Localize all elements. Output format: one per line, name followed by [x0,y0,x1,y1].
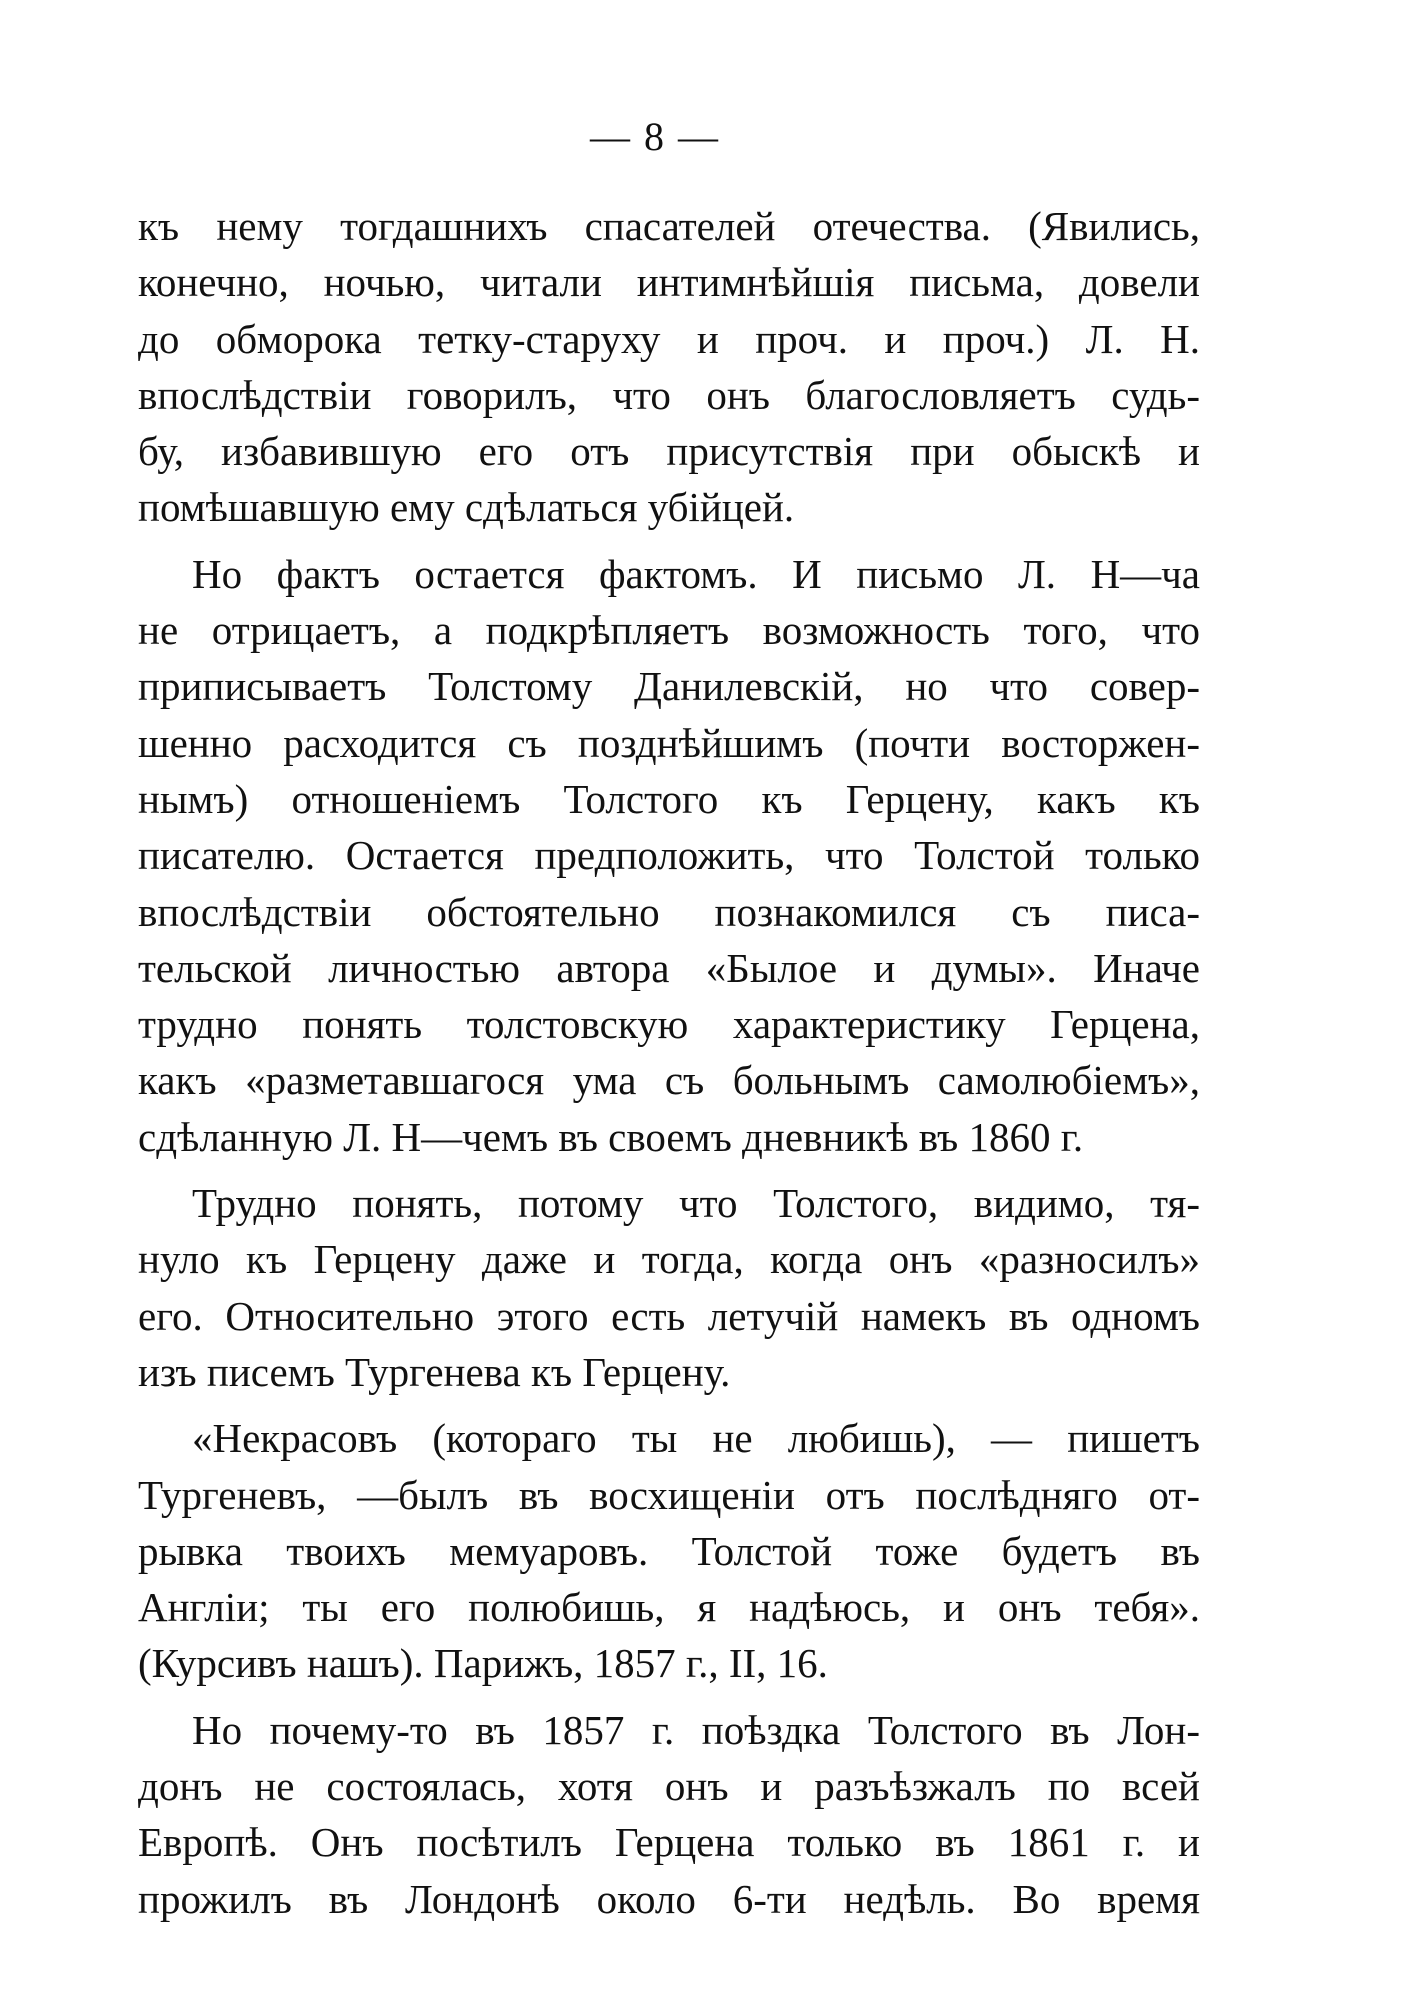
text-line: шенно расходится съ позднѣйшимъ (почти восторжен- [138,719,1200,766]
text-line: сдѣланную Л. Н—чемъ въ своемъ дневникѣ въ 1860 г. [138,1113,1084,1160]
paragraph-gap [138,1692,1200,1702]
text-line: тельской личностью автора «Былое и думы». Иначе [138,944,1200,991]
text-line: нымъ) отношеніемъ Толстого къ Герцену, какъ къ [138,775,1200,822]
text-line: писателю. Остается предположить, что Толстой только [138,832,1200,879]
text-line: не отрицаетъ, а подкрѣпляетъ возможность того, что [138,607,1200,654]
text-line: изъ писемъ Тургенева къ Герцену. [138,1348,731,1395]
paragraph [138,1175,1200,1400]
paragraph [138,1410,1200,1691]
text-line: трудно понять толстовскую характеристику Герцена, [138,1001,1200,1048]
body-text [138,198,1200,1927]
text-line: (Курсивъ нашъ). Парижъ, 1857 г., II, 16. [138,1640,828,1687]
text-line: нуло къ Герцену даже и тогда, когда онъ «разносилъ» [138,1236,1200,1283]
text-line: донъ не состоялась, хотя онъ и разъѣзжалъ по всей [138,1763,1200,1810]
text-line: бу, избавившую его отъ присутствія при обыскѣ и [138,428,1200,475]
text-line: Трудно понять, потому что Толстого, видимо, тя- [192,1180,1200,1227]
paragraph [138,1702,1200,1927]
page-number: — 8 — [590,114,720,159]
paragraph [138,198,1200,536]
text-line: Тургеневъ, —былъ въ восхищеніи отъ послѣдняго от- [138,1471,1200,1518]
text-line: «Некрасовъ (котораго ты не любишь), — пишетъ [192,1415,1200,1462]
text-line: приписываетъ Толстому Данилевскій, но что совер- [138,663,1200,710]
paragraph-gap [138,1400,1200,1410]
text-line: какъ «разметавшагося ума съ больнымъ самолюбіемъ», [138,1057,1200,1104]
text-line: къ нему тогдашнихъ спасателей отечества. (Явились, [138,203,1200,249]
text-line: Но фактъ остается фактомъ. И письмо Л. Н—ча [192,550,1200,597]
text-line: Но почему-то въ 1857 г. поѣздка Толстого въ Лон- [192,1706,1200,1753]
text-line: до обморока тетку-старуху и проч. и проч.) Л. Н. [138,315,1200,362]
text-line: его. Относительно этого есть летучій намекъ въ одномъ [138,1292,1200,1339]
paragraph-gap [138,1165,1200,1175]
paragraph [138,546,1200,1165]
text-line: впослѣдствіи говорилъ, что онъ благословляетъ судь- [138,371,1200,418]
text-line: конечно, ночью, читали интимнѣйшія письма, довели [138,259,1200,306]
text-line: помѣшавшую ему сдѣлаться убійцей. [138,484,795,531]
text-line: рывка твоихъ мемуаровъ. Толстой тоже будетъ въ [138,1527,1200,1574]
text-line: впослѣдствіи обстоятельно познакомился съ писа- [138,888,1200,935]
text-line: прожилъ въ Лондонѣ около 6-ти недѣль. Во время [138,1875,1200,1922]
text-line: Европѣ. Онъ посѣтилъ Герцена только въ 1861 г. и [138,1819,1200,1866]
paragraph-gap [138,536,1200,546]
text-line: Англіи; ты его полюбишь, я надѣюсь, и онъ тебя». [138,1584,1200,1631]
